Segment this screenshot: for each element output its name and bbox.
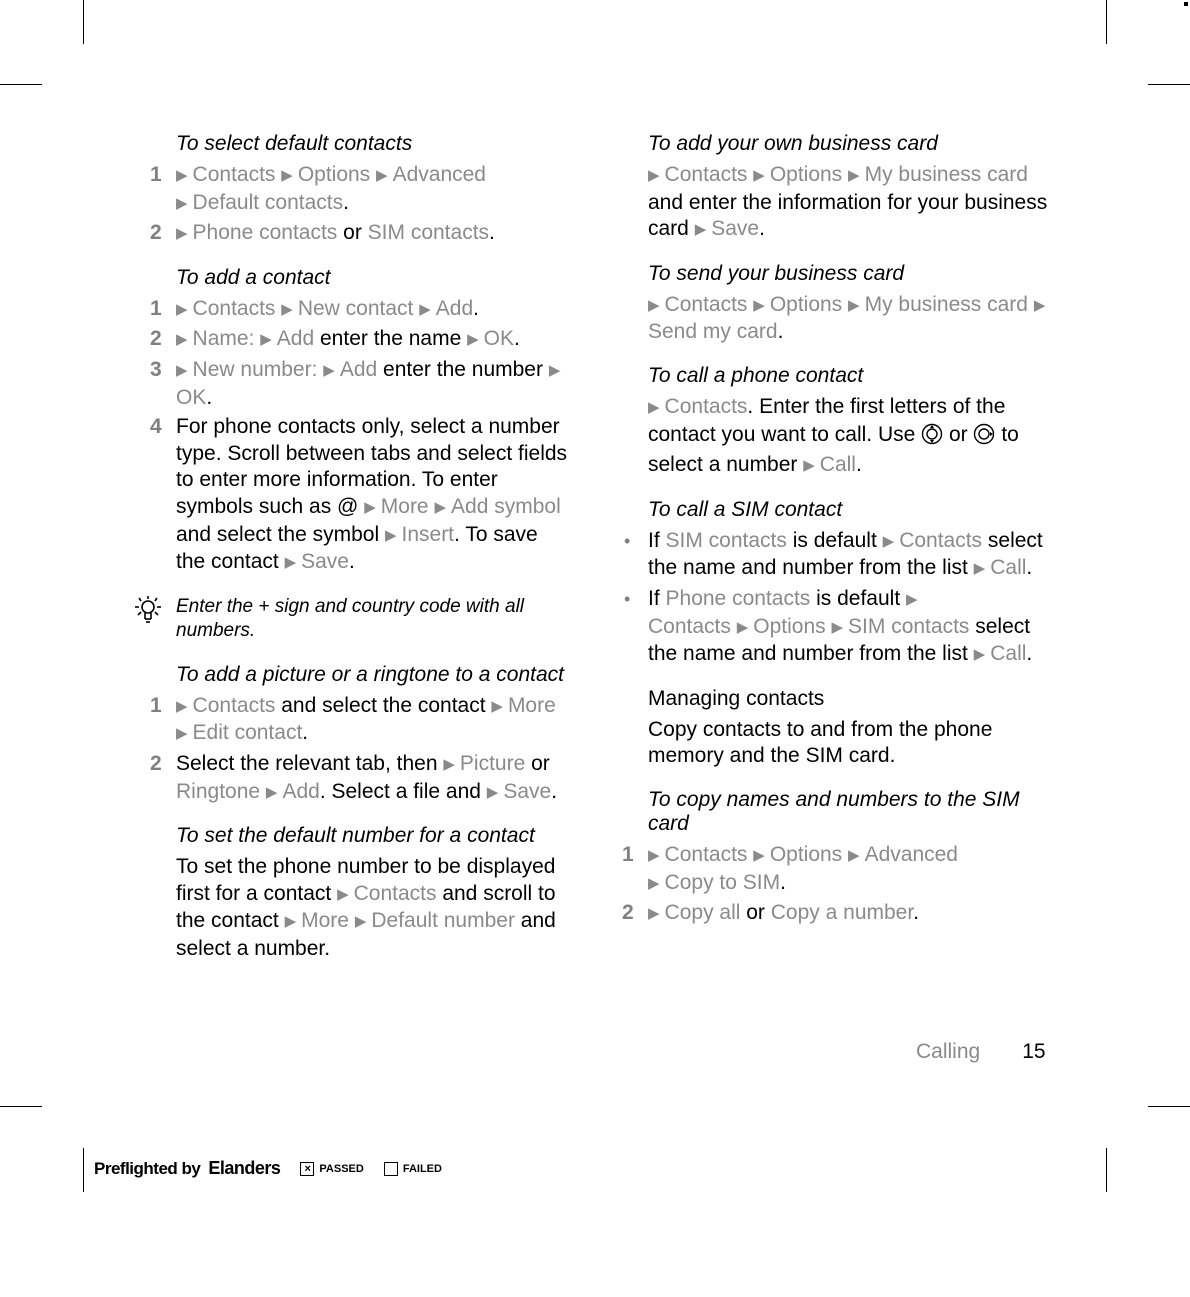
step-text <box>648 900 1062 928</box>
menu-item: Contacts <box>192 296 276 320</box>
menu-item: More <box>507 693 556 717</box>
step-number: 1 <box>150 693 162 717</box>
step <box>150 326 570 354</box>
arrow-icon: ▶ <box>176 225 188 243</box>
step-text <box>176 326 570 354</box>
menu-item: Contacts <box>664 292 748 316</box>
bullet-item <box>622 586 1062 669</box>
menu-item: Advanced <box>392 163 486 186</box>
section-heading: To call a phone contact <box>648 363 864 387</box>
section-call-phone-contact <box>622 364 1062 480</box>
navigation-key-icon <box>973 423 995 453</box>
text: select the name and number from the list <box>648 614 1031 666</box>
crop-mark <box>83 1148 84 1192</box>
menu-item: New number: <box>192 357 318 381</box>
menu-item: OK <box>483 327 514 351</box>
arrow-icon: ▶ <box>753 296 765 314</box>
text: If <box>648 586 666 610</box>
menu-item: Options <box>769 842 843 866</box>
lightbulb-icon <box>130 595 176 643</box>
menu-item: Save <box>711 217 760 241</box>
arrow-icon: ▶ <box>284 913 297 931</box>
punctuation: . <box>759 217 765 241</box>
step-text <box>648 842 1062 897</box>
section-heading: To add a contact <box>176 265 331 289</box>
step-number: 2 <box>150 327 162 351</box>
arrow-icon: ▶ <box>176 697 188 715</box>
arrow-icon: ▶ <box>848 167 860 184</box>
section-add-picture-ringtone <box>150 663 570 806</box>
step-number: 2 <box>622 901 634 925</box>
paragraph <box>622 292 1062 346</box>
arrow-icon: ▶ <box>648 905 660 923</box>
text: . Enter the first letters of the contact you want to call. Use <box>648 394 1006 446</box>
step <box>622 842 1062 897</box>
crop-mark <box>83 0 84 44</box>
step-number: 1 <box>150 163 162 186</box>
menu-item: More <box>301 909 349 933</box>
arrow-icon: ▶ <box>260 331 272 349</box>
page-number: 15 <box>1022 1040 1046 1063</box>
section-select-default-contacts <box>150 132 570 248</box>
section-send-business-card <box>622 262 1062 346</box>
section-default-number <box>150 824 570 962</box>
arrow-icon: ▶ <box>176 167 188 184</box>
menu-item: More <box>380 494 429 518</box>
step <box>150 220 570 248</box>
text: is default <box>786 528 883 552</box>
menu-item: Save <box>503 779 552 803</box>
paragraph <box>622 162 1062 244</box>
punctuation: . <box>1026 642 1033 666</box>
elanders-logo <box>208 1158 280 1179</box>
menu-item: SIM contacts <box>367 221 490 245</box>
menu-item: Default number <box>371 909 515 933</box>
punctuation: . <box>302 721 309 745</box>
text: enter the number <box>377 357 549 381</box>
menu-item: Picture <box>459 751 526 775</box>
menu-item: Options <box>769 292 843 316</box>
punctuation: . <box>913 901 920 925</box>
text: . To save the contact <box>176 522 538 574</box>
menu-item: Copy all <box>664 901 741 925</box>
bullet-text <box>648 528 1062 583</box>
menu-item: Edit contact <box>192 721 303 745</box>
section-heading: To send your business card <box>648 261 905 285</box>
menu-item: OK <box>176 385 207 409</box>
step-number: 1 <box>150 296 162 320</box>
arrow-icon: ▶ <box>434 498 447 516</box>
menu-item: Call <box>990 642 1027 666</box>
arrow-icon: ▶ <box>337 885 349 903</box>
menu-item: Insert <box>401 522 455 546</box>
punctuation: . <box>1026 556 1033 580</box>
punctuation: . <box>343 190 349 214</box>
menu-item: Add <box>339 357 378 381</box>
crop-mark <box>1106 1148 1107 1192</box>
arrow-icon: ▶ <box>364 498 376 516</box>
menu-item: My business card <box>864 292 1028 316</box>
paragraph <box>150 854 570 962</box>
step-number: 2 <box>150 751 162 775</box>
menu-item: Contacts <box>664 394 748 418</box>
arrow-icon: ▶ <box>831 618 844 636</box>
text: or <box>943 422 974 446</box>
punctuation: . <box>780 870 786 894</box>
arrow-icon: ▶ <box>882 532 895 550</box>
brand-name: Elanders <box>208 1158 281 1178</box>
arrow-icon: ▶ <box>753 846 765 864</box>
arrow-icon: ▶ <box>848 296 860 314</box>
section-managing-contacts <box>622 687 1062 770</box>
step-number: 3 <box>150 357 162 381</box>
punctuation: . <box>489 221 495 245</box>
menu-item: Options <box>769 163 843 186</box>
text: or <box>740 901 771 925</box>
punctuation: . <box>855 453 862 477</box>
menu-item: Contacts <box>353 881 437 905</box>
left-column <box>150 132 570 980</box>
failed-checkbox <box>384 1162 398 1176</box>
page-footer <box>916 1040 1046 1064</box>
right-column <box>622 132 1062 946</box>
text: If <box>648 528 666 552</box>
arrow-icon: ▶ <box>443 755 455 773</box>
section-copy-to-sim <box>622 788 1062 928</box>
menu-item: SIM contacts <box>848 614 970 638</box>
step-text <box>176 414 570 577</box>
menu-item: Contacts <box>899 528 983 552</box>
arrow-icon: ▶ <box>281 300 293 318</box>
step <box>150 296 570 324</box>
arrow-icon: ▶ <box>486 783 499 801</box>
menu-item: Contacts <box>664 842 748 866</box>
menu-item: Add symbol <box>451 494 561 518</box>
text: and select the symbol <box>176 522 385 546</box>
menu-item: Default contacts <box>192 190 344 214</box>
arrow-icon: ▶ <box>176 331 188 349</box>
menu-item: Contacts <box>664 163 748 186</box>
menu-item: Ringtone <box>176 779 261 803</box>
text: For phone contacts only, select a number type. Scroll between tabs and select fields to enter more information. To enter symbols such as @ <box>176 415 568 518</box>
punctuation: . <box>777 320 784 344</box>
menu-item: Advanced <box>864 842 958 866</box>
step-text <box>176 162 570 217</box>
menu-item: Options <box>297 163 371 186</box>
step <box>150 357 570 411</box>
arrow-icon: ▶ <box>284 554 297 572</box>
punctuation: . <box>206 385 213 409</box>
preflight-stamp <box>94 1158 442 1179</box>
step-text <box>176 693 570 748</box>
crop-mark <box>0 1106 42 1107</box>
text: Select the relevant tab, then <box>176 751 444 775</box>
step <box>150 414 570 577</box>
menu-item: New contact <box>297 296 414 320</box>
text: and scroll to the contact <box>176 881 556 933</box>
menu-item: Copy to SIM <box>664 870 781 894</box>
menu-item: Phone contacts <box>665 586 811 610</box>
arrow-icon: ▶ <box>548 361 561 379</box>
paragraph <box>622 394 1062 480</box>
text: and enter the information for your business card <box>648 190 1048 241</box>
crop-mark <box>1106 0 1107 44</box>
bullet-text <box>648 586 1062 669</box>
step-text <box>176 220 570 248</box>
arrow-icon: ▶ <box>265 783 278 801</box>
arrow-icon: ▶ <box>694 221 707 239</box>
arrow-icon: ▶ <box>384 526 397 544</box>
section-heading: To set the default number for a contact <box>176 824 535 848</box>
text: to select a number <box>648 422 1019 477</box>
menu-item: Add <box>282 779 320 803</box>
step <box>150 162 570 217</box>
arrow-icon: ▶ <box>354 913 367 931</box>
section-heading: To select default contacts <box>176 132 413 155</box>
section-title: Managing contacts <box>648 686 825 710</box>
section-call-sim-contact <box>622 498 1062 669</box>
arrow-icon: ▶ <box>176 194 188 212</box>
menu-item: SIM contacts <box>665 528 787 552</box>
arrow-icon: ▶ <box>323 361 335 379</box>
arrow-icon: ▶ <box>648 296 660 314</box>
menu-item: Contacts <box>648 614 731 638</box>
arrow-icon: ▶ <box>973 560 986 578</box>
menu-item: Options <box>753 614 826 638</box>
text: enter the name <box>314 327 468 351</box>
passed-label: PASSED <box>319 1162 364 1175</box>
bullet-item <box>622 528 1062 583</box>
menu-item: Send my card <box>648 320 778 344</box>
passed-checkbox: × <box>300 1162 314 1176</box>
menu-item: Contacts <box>192 693 276 717</box>
crop-mark <box>1148 1106 1190 1107</box>
bullet: • <box>624 588 631 609</box>
arrow-icon: ▶ <box>176 361 188 379</box>
arrow-icon: ▶ <box>1033 296 1046 314</box>
preflight-label: Preflighted by <box>94 1158 201 1178</box>
menu-item: Name: <box>192 327 255 351</box>
arrow-icon: ▶ <box>753 167 765 184</box>
menu-item: Add <box>276 327 315 351</box>
menu-item: Save <box>301 550 349 574</box>
menu-item: Add <box>435 296 474 320</box>
arrow-icon: ▶ <box>376 167 388 184</box>
menu-item: Call <box>990 556 1027 580</box>
crop-mark <box>0 84 42 85</box>
step-number: 4 <box>150 415 162 439</box>
section-add-business-card <box>622 132 1062 244</box>
menu-item: Contacts <box>192 163 276 186</box>
punctuation: . <box>514 327 520 351</box>
section-heading: To copy names and numbers to the SIM card <box>648 787 1020 835</box>
arrow-icon: ▶ <box>648 398 660 416</box>
section-heading: To add your own business card <box>648 132 938 155</box>
arrow-icon: ▶ <box>648 846 660 864</box>
step-text <box>176 751 570 806</box>
tip-text: Enter the + sign and country code with all numbers. <box>176 595 525 641</box>
arrow-icon: ▶ <box>848 846 860 864</box>
step <box>150 751 570 806</box>
section-name: Calling <box>916 1040 981 1063</box>
arrow-icon: ▶ <box>906 590 918 608</box>
crop-mark <box>1148 84 1190 85</box>
text: or <box>337 221 368 245</box>
section-heading: To call a SIM contact <box>648 497 843 521</box>
menu-item: My business card <box>864 163 1028 186</box>
section-add-contact <box>150 266 570 577</box>
arrow-icon: ▶ <box>973 646 986 664</box>
arrow-icon: ▶ <box>648 167 660 184</box>
text: is default <box>810 586 907 610</box>
arrow-icon: ▶ <box>736 618 749 636</box>
text: and select a number. <box>176 909 556 960</box>
registration-dot <box>1184 2 1188 6</box>
step-number: 2 <box>150 221 162 245</box>
navigation-key-icon <box>921 423 943 453</box>
section-heading: To add a picture or a ringtone to a contact <box>176 662 564 686</box>
text: To set the phone number to be displayed first for a contact <box>176 855 556 905</box>
arrow-icon: ▶ <box>419 300 431 318</box>
punctuation: . <box>473 296 479 320</box>
step <box>622 900 1062 928</box>
punctuation: . <box>551 779 558 803</box>
step-text <box>176 357 570 411</box>
text: select the name and number from the list <box>648 528 1043 580</box>
arrow-icon: ▶ <box>803 457 815 475</box>
arrow-icon: ▶ <box>648 874 660 892</box>
text: . Select a file and <box>319 779 487 803</box>
arrow-icon: ▶ <box>176 725 188 743</box>
text: or <box>525 751 550 775</box>
menu-item: Phone contacts <box>192 221 338 245</box>
step-text <box>176 296 570 324</box>
menu-item: Call <box>819 453 856 477</box>
bullet: • <box>624 530 631 551</box>
arrow-icon: ▶ <box>281 167 293 184</box>
failed-label: FAILED <box>402 1162 442 1175</box>
arrow-icon: ▶ <box>467 331 479 349</box>
arrow-icon: ▶ <box>491 697 503 715</box>
step <box>150 693 570 748</box>
text: and select the contact <box>275 693 492 717</box>
arrow-icon: ▶ <box>176 300 188 318</box>
menu-item: Copy a number <box>770 901 914 925</box>
step-number: 1 <box>622 842 634 866</box>
tip <box>130 595 570 643</box>
paragraph: Copy contacts to and from the phone memory and the SIM card. <box>648 717 993 768</box>
punctuation: . <box>349 550 355 574</box>
